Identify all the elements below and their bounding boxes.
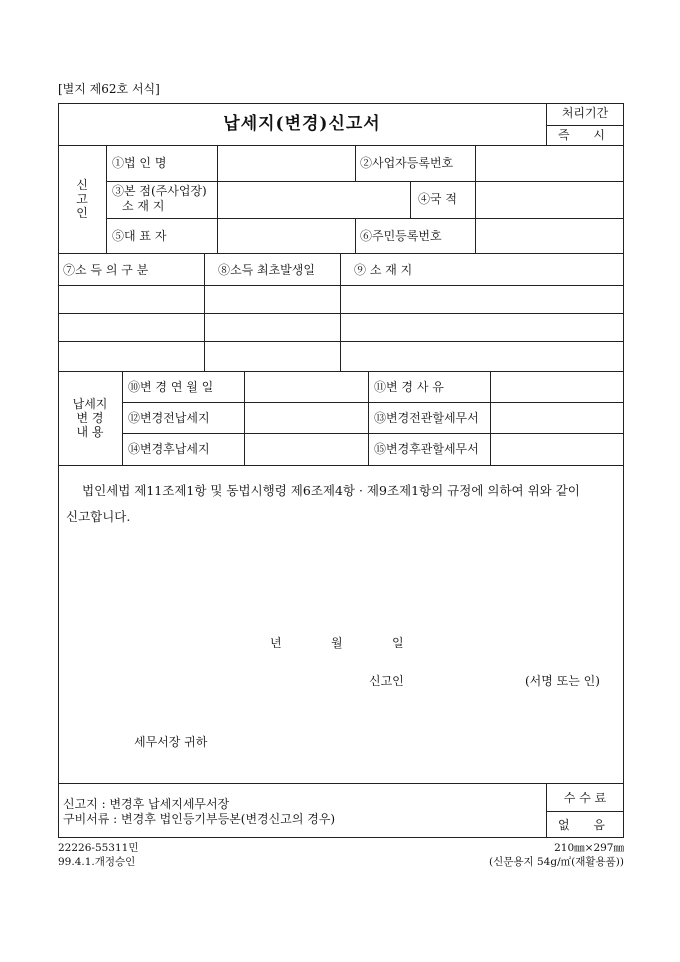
rule-applicant-label (106, 145, 107, 253)
income-type-label: ⑦소 득 의 구 분 (63, 263, 149, 277)
form-title: 납세지(변경)신고서 (223, 114, 381, 134)
income-location-label: ⑨ 소 재 지 (354, 263, 413, 277)
corp-name-label: ①법 인 명 (112, 156, 167, 170)
rule-change-row2 (122, 433, 624, 434)
form-reference: [별지 제62호 서식] (58, 82, 160, 96)
rule-applicant-mid1 (355, 145, 356, 181)
rule-income-header (58, 285, 624, 286)
addressee: 세무서장 귀하 (134, 735, 208, 749)
approval-note: 99.4.1.개정승인 (58, 856, 136, 868)
rule-body-bottom (58, 783, 624, 784)
rule-income-c2 (340, 253, 341, 371)
rule-income-row1 (58, 313, 624, 314)
change-date-label: ⑩변 경 연 월 일 (128, 380, 214, 394)
date-day: 일 (392, 636, 404, 650)
business-number-label: ②사업자등록번호 (360, 156, 454, 170)
statement-line-2: 신고합니다. (66, 509, 131, 524)
rule-change-label (122, 371, 123, 465)
income-start-date-label: ⑧소득 최초발생일 (218, 263, 315, 277)
required-docs: 구비서류 : 변경후 법인등기부등본(변경신고의 경우) (63, 812, 336, 826)
date-year: 년 (270, 636, 282, 650)
rule-applicant-mid3 (355, 218, 356, 253)
rule-income-bottom (58, 371, 624, 372)
rule-applicant-right (475, 145, 476, 253)
processing-period-value: 즉 시 (558, 128, 615, 142)
before-taxplace-label: ⑫변경전납세지 (128, 411, 210, 425)
paper-spec: (신문용지 54g/㎡(재활용품)) (489, 856, 624, 868)
after-taxplace-label: ⑭변경후납세지 (128, 442, 210, 456)
head-office-label: ③본 점(주사업장) (112, 184, 207, 198)
date-month: 월 (331, 636, 343, 650)
submit-to: 신고지 : 변경후 납세지세무서장 (63, 797, 230, 811)
rule-change-c2 (368, 371, 369, 465)
rule-processing (546, 125, 624, 126)
representative-label: ⑤대 표 자 (112, 229, 167, 243)
resident-number-label: ⑥주민등록번호 (360, 229, 442, 243)
before-taxoffice-label: ⑬변경전관할세무서 (374, 411, 479, 425)
fee-value: 없 음 (558, 818, 615, 832)
rule-title-bottom (58, 145, 624, 146)
change-reason-label: ⑪변 경 사 유 (374, 380, 444, 394)
rule-row2 (106, 218, 624, 219)
rule-income-c1 (204, 253, 205, 371)
nationality-label: ④국 적 (418, 192, 457, 206)
form-code: 22226-55311민 (58, 842, 139, 854)
fee-label: 수 수 료 (563, 791, 607, 805)
applicant-section-label: 신 고 인 (76, 178, 88, 220)
rule-change-c3 (490, 371, 491, 465)
location-label: 소 재 지 (122, 199, 165, 213)
form-frame (58, 103, 624, 838)
rule-change-c1 (244, 371, 245, 465)
change-section-label: 납세지 변 경 내 용 (72, 397, 108, 439)
rule-row1 (106, 181, 624, 182)
processing-period-label: 처리기간 (561, 106, 609, 120)
rule-income-row2 (58, 341, 624, 342)
paper-size: 210㎜×297㎜ (554, 842, 624, 854)
rule-applicant-mid2 (410, 181, 411, 218)
signer-label: 신고인 (369, 674, 404, 688)
rule-fee (546, 811, 624, 812)
statement-line-1: 법인세법 제11조제1항 및 동법시행령 제6조제4항 · 제9조제1항의 규정에 의하여 위와 같이 (82, 483, 580, 498)
rule-change-row1 (122, 402, 624, 403)
rule-change-bottom (58, 465, 624, 466)
after-taxoffice-label: ⑮변경후관할세무서 (374, 442, 479, 456)
signature-placeholder: (서명 또는 인) (525, 674, 600, 688)
rule-applicant-field (217, 145, 218, 253)
rule-applicant-bottom (58, 253, 624, 254)
